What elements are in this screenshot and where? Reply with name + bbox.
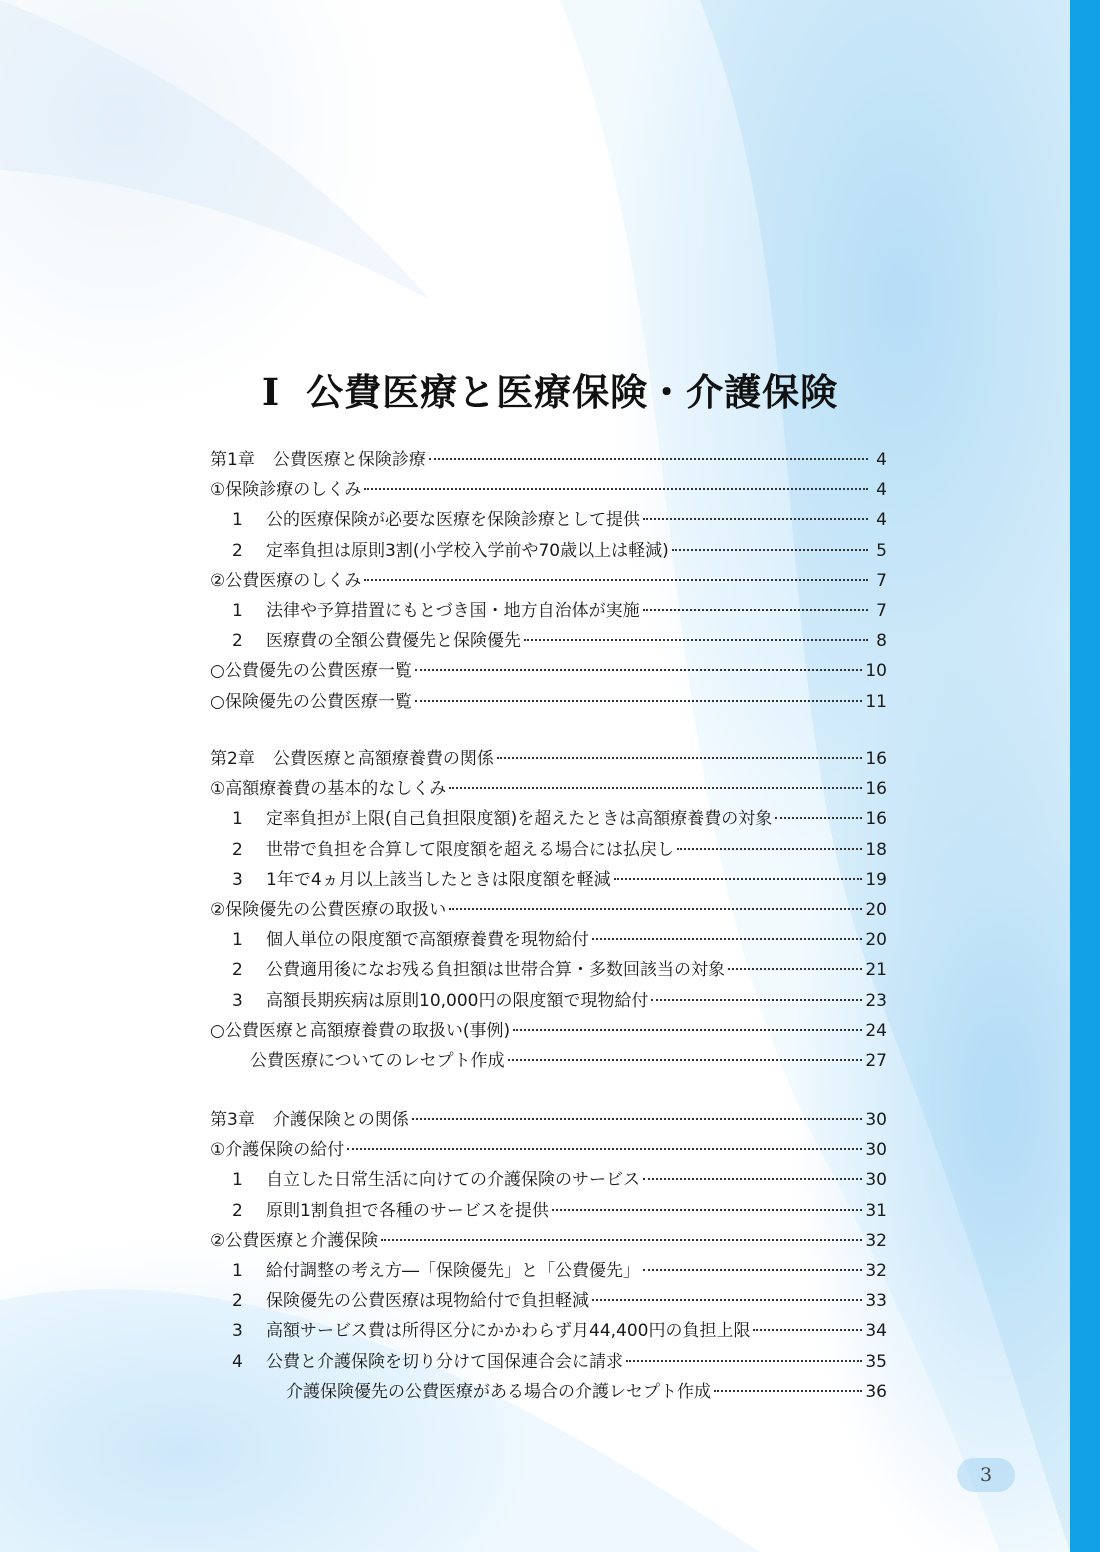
toc-entry[interactable] — [210, 1316, 887, 1346]
dot-leader — [513, 1028, 862, 1031]
toc-page-number: 8 — [876, 631, 887, 652]
toc-entry-label — [210, 596, 640, 626]
toc-entry-text: 公費医療と高額療養費の関係 — [272, 749, 494, 769]
toc-entry-label — [210, 1165, 640, 1195]
toc-entry-label — [210, 804, 772, 834]
toc-page-number: 31 — [865, 1200, 887, 1221]
toc-page-number: 16 — [865, 749, 887, 769]
toc-entry-label — [210, 1316, 750, 1346]
dot-leader — [753, 1328, 862, 1331]
toc-chapter-heading[interactable] — [210, 744, 887, 774]
toc-entry[interactable] — [210, 925, 887, 955]
toc-page-number: 4 — [876, 480, 887, 501]
toc-entry[interactable] — [210, 1377, 887, 1407]
toc-page-number: 27 — [865, 1050, 887, 1071]
toc-entry[interactable] — [210, 1196, 887, 1226]
toc-page-number: 21 — [865, 960, 887, 981]
dot-leader — [592, 937, 862, 940]
toc-entry-text: 1年で4ヵ月以上該当したときは限度額を軽減 — [266, 869, 611, 890]
toc-page-number: 32 — [865, 1230, 887, 1251]
toc-entry-text: ②公費医療のしくみ — [210, 570, 362, 591]
toc-entry-text: 定率負担が上限(自己負担限度額)を超えたときは高額療養費の対象 — [266, 809, 773, 830]
title-text: 公費医療と医療保険・介護保険 — [306, 371, 839, 414]
section-number: 2 — [232, 1200, 243, 1221]
toc-entry-label — [210, 536, 669, 566]
toc-entry-label — [210, 955, 725, 985]
toc-entry[interactable] — [210, 865, 887, 895]
toc-entry[interactable] — [210, 536, 887, 566]
toc-entry-text: 世帯で負担を合算して限度額を超える場合には払戻し — [266, 839, 674, 860]
toc-entry[interactable] — [210, 1286, 887, 1316]
dot-leader — [728, 967, 862, 970]
toc-entry[interactable] — [210, 835, 887, 865]
toc-entry-text: ①介護保険の給付 — [210, 1140, 345, 1161]
page-number: 3 — [957, 1458, 1015, 1492]
toc-chapter-heading[interactable] — [210, 445, 887, 475]
toc-entry-label — [210, 835, 674, 865]
toc-entry-label — [210, 687, 412, 717]
toc-entry-label — [210, 865, 611, 895]
section-number: 3 — [232, 1321, 243, 1342]
toc-entry-text: 公費医療と保険診療 — [272, 450, 426, 470]
toc-entry-text: 介護保険との関係 — [272, 1110, 409, 1130]
toc-page-number: 30 — [865, 1140, 887, 1161]
toc-page-number: 33 — [865, 1291, 887, 1312]
toc-page-number: 23 — [865, 990, 887, 1011]
section-number: 2 — [232, 631, 243, 652]
toc-page-number: 4 — [876, 510, 887, 531]
toc-entry-text: 介護保険優先の公費医療がある場合の介護レセプト作成 — [286, 1381, 711, 1402]
toc-entry-text: 自立した日常生活に向けての介護保険のサービス — [266, 1170, 640, 1191]
section-number: 2 — [232, 839, 243, 860]
toc-entry-label — [210, 656, 412, 686]
toc-entry-label — [210, 1016, 510, 1046]
toc-entry-label — [210, 744, 494, 774]
toc-page-number: 4 — [876, 450, 887, 470]
section-number: 1 — [232, 600, 243, 621]
toc-page-number: 7 — [876, 600, 887, 621]
toc-entry[interactable] — [210, 1226, 887, 1256]
toc-entry-text: ②公費医療と介護保険 — [210, 1230, 379, 1251]
toc-chapter-3 — [210, 1105, 887, 1407]
toc-entry[interactable] — [210, 687, 887, 717]
section-number: 4 — [232, 1351, 243, 1372]
dot-leader — [643, 608, 868, 611]
toc-entry[interactable] — [210, 475, 887, 505]
dot-leader — [415, 699, 863, 702]
toc-page-number: 20 — [865, 899, 887, 920]
toc-entry[interactable] — [210, 656, 887, 686]
toc-entry-label — [210, 895, 446, 925]
toc-entry[interactable] — [210, 774, 887, 804]
dot-leader — [651, 998, 862, 1001]
dot-leader — [381, 1238, 862, 1241]
toc-entry[interactable] — [210, 895, 887, 925]
toc-entry-text: 個人単位の限度額で高額療養費を現物給付 — [266, 930, 589, 951]
dot-leader — [364, 487, 868, 490]
toc-entry-label — [210, 1256, 640, 1286]
toc-entry[interactable] — [210, 1347, 887, 1377]
dot-leader — [524, 638, 868, 641]
toc-entry-text: 医療費の全額公費優先と保険優先 — [266, 631, 521, 652]
dot-leader — [347, 1147, 862, 1150]
chapter-number: 第1章 — [210, 450, 255, 470]
section-number: 1 — [232, 809, 243, 830]
section-number: 3 — [232, 990, 243, 1011]
toc-entry[interactable] — [210, 596, 887, 626]
toc-page-number: 30 — [865, 1170, 887, 1191]
toc-chapter-2 — [210, 744, 887, 1076]
toc-entry[interactable] — [210, 1165, 887, 1195]
page-title — [0, 362, 1100, 416]
toc-entry-label — [210, 1347, 623, 1377]
toc-entry-text: 高額長期疾病は原則10,000円の限度額で現物給付 — [266, 990, 649, 1011]
section-number: 1 — [232, 1170, 243, 1191]
section-number: 2 — [232, 540, 243, 561]
chapter-number: 第3章 — [210, 1110, 255, 1130]
toc-page-number: 30 — [865, 1110, 887, 1130]
toc-page-number: 34 — [865, 1321, 887, 1342]
section-number: 2 — [232, 960, 243, 981]
toc-entry-label — [210, 1135, 344, 1165]
toc-entry-label — [210, 566, 361, 596]
dot-leader — [364, 578, 868, 581]
toc-page-number: 36 — [865, 1381, 887, 1402]
toc-page-number: 16 — [865, 809, 887, 830]
toc-entry-text: ○公費優先の公費医療一覧 — [210, 661, 412, 682]
toc-page-number: 19 — [865, 869, 887, 890]
toc-entry[interactable] — [210, 626, 887, 656]
toc-page-number: 18 — [865, 839, 887, 860]
dot-leader — [449, 907, 862, 910]
toc-entry-text: 公的医療保険が必要な医療を保険診療として提供 — [266, 510, 640, 531]
dot-leader — [714, 1389, 862, 1392]
toc-entry-text: ○公費医療と高額療養費の取扱い(事例) — [210, 1020, 511, 1041]
toc-page-number: 20 — [865, 930, 887, 951]
toc-entry[interactable] — [210, 986, 887, 1016]
toc-page-number: 11 — [865, 691, 887, 712]
dot-leader — [643, 1268, 862, 1271]
toc-entry-label — [210, 1286, 589, 1316]
toc-page-number: 5 — [876, 540, 887, 561]
dot-leader — [672, 548, 868, 551]
dot-leader — [643, 1177, 862, 1180]
section-number: 3 — [232, 869, 243, 890]
toc-entry-text: 公費適用後になお残る負担額は世帯合算・多数回該当の対象 — [266, 960, 725, 981]
toc-entry-label — [210, 626, 521, 656]
toc-page-number: 35 — [865, 1351, 887, 1372]
toc-entry-text: 高額サービス費は所得区分にかかわらず月44,400円の負担上限 — [266, 1321, 751, 1342]
dot-leader — [508, 1058, 863, 1061]
toc-entry-label — [210, 1196, 549, 1226]
toc-page-number: 16 — [865, 779, 887, 800]
dot-leader — [412, 1117, 863, 1120]
title-numeral: Ⅰ — [261, 370, 281, 414]
side-accent-bar — [1070, 0, 1100, 1552]
toc-entry-label — [210, 1226, 378, 1256]
toc-entry-text: 定率負担は原則3割(小学校入学前や70歳以上は軽減) — [266, 540, 669, 561]
dot-leader — [552, 1208, 863, 1211]
toc-entry[interactable] — [210, 1016, 887, 1046]
toc-entry-text: 法律や予算措置にもとづき国・地方自治体が実施 — [266, 600, 640, 621]
toc-entry-text: ①高額療養費の基本的なしくみ — [210, 779, 447, 800]
chapter-number: 第2章 — [210, 749, 255, 769]
toc-entry-text: ○保険優先の公費医療一覧 — [210, 691, 412, 712]
toc-entry-label — [210, 445, 426, 475]
dot-leader — [429, 457, 868, 460]
dot-leader — [497, 756, 863, 759]
toc-entry[interactable] — [210, 955, 887, 985]
toc-chapter-heading[interactable] — [210, 1105, 887, 1135]
section-number: 2 — [232, 1291, 243, 1312]
section-number: 1 — [232, 930, 243, 951]
toc-entry[interactable] — [210, 1256, 887, 1286]
toc-entry[interactable] — [210, 505, 887, 535]
toc-entry[interactable] — [210, 1135, 887, 1165]
toc-entry-label — [210, 475, 361, 505]
toc-entry-label — [210, 1046, 505, 1076]
toc-entry-text: 原則1割負担で各種のサービスを提供 — [266, 1200, 549, 1221]
toc-page-number: 10 — [865, 661, 887, 682]
dot-leader — [677, 847, 862, 850]
toc-page-number: 7 — [876, 570, 887, 591]
dot-leader — [614, 877, 863, 880]
toc-entry-text: ②保険優先の公費医療の取扱い — [210, 899, 447, 920]
toc-entry-text: 公費と介護保険を切り分けて国保連合会に請求 — [266, 1351, 623, 1372]
dot-leader — [415, 668, 863, 671]
toc-entry-text: 給付調整の考え方―「保険優先」と「公費優先」 — [266, 1260, 640, 1281]
dot-leader — [643, 517, 868, 520]
toc-entry-label — [210, 1105, 409, 1135]
toc-entry[interactable] — [210, 566, 887, 596]
section-number: 1 — [232, 1260, 243, 1281]
toc-entry-label — [210, 925, 589, 955]
toc-page-number: 32 — [865, 1260, 887, 1281]
section-number: 1 — [232, 510, 243, 531]
toc-page-number: 24 — [865, 1020, 887, 1041]
toc-entry-text: 保険優先の公費医療は現物給付で負担軽減 — [266, 1291, 589, 1312]
toc-entry-label — [210, 505, 640, 535]
toc-entry-label — [210, 1377, 711, 1407]
toc-entry-text: 公費医療についてのレセプト作成 — [250, 1050, 505, 1071]
toc-entry-label — [210, 986, 648, 1016]
dot-leader — [775, 816, 862, 819]
toc-entry-text: ①保険診療のしくみ — [210, 480, 362, 501]
toc-entry[interactable] — [210, 804, 887, 834]
dot-leader — [449, 786, 862, 789]
dot-leader — [626, 1359, 862, 1362]
toc-entry-label — [210, 774, 446, 804]
dot-leader — [592, 1298, 862, 1301]
toc-entry[interactable] — [210, 1046, 887, 1076]
toc-chapter-1 — [210, 445, 887, 717]
